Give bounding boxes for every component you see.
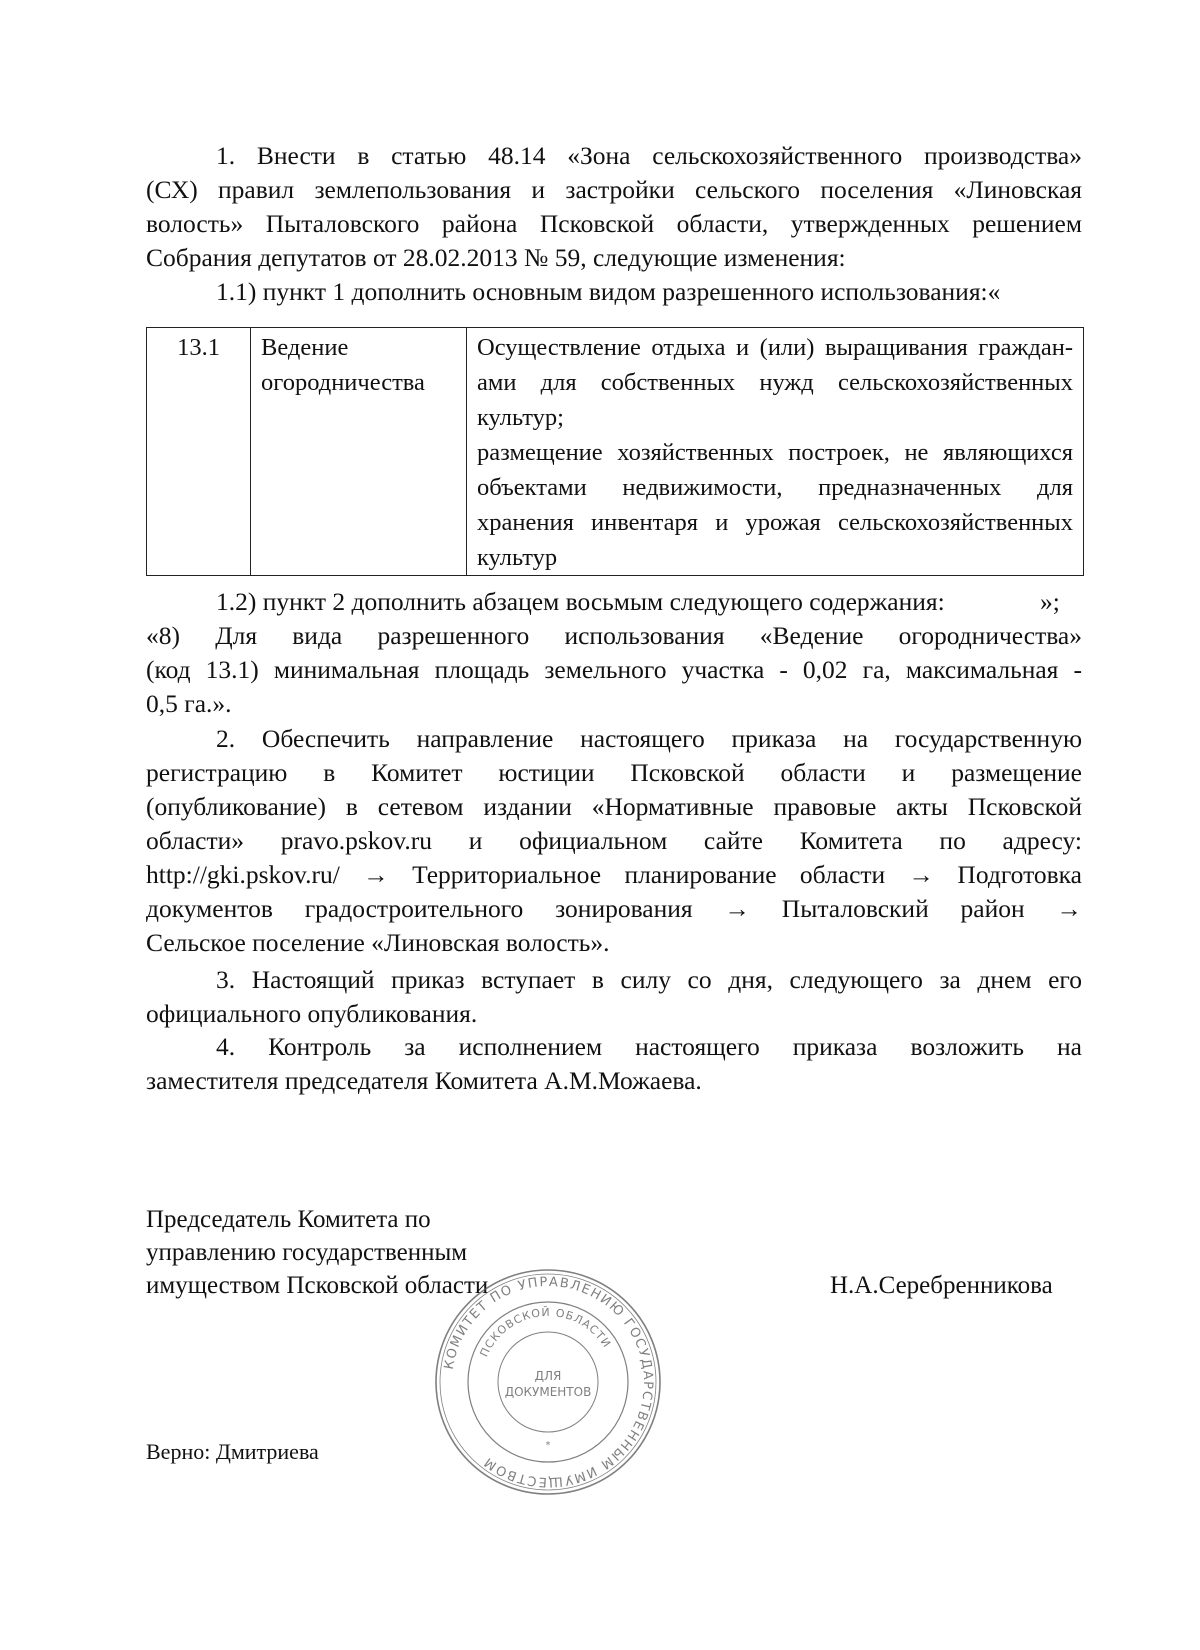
signatory-title-line-3: имуществом Псковской области — [146, 1272, 489, 1299]
item-2-line-7: Сельское поселение «Линовская волость». — [146, 928, 610, 957]
official-seal — [428, 1262, 668, 1502]
description-part-2: размещение хозяйственных построек, не являющихся объектами недвижимости, предназначенных для хранения инвентаря и урожая сельскохозяйственных культур — [477, 439, 1073, 571]
item-2-line-6: документов градостроительного зонирования → Пыталовский район → — [146, 894, 1082, 923]
signatory-title-line-2: управлению государственным — [146, 1239, 468, 1266]
seal-outer-text: КОМИТЕТ ПО УПРАВЛЕНИЮ ГОСУДАРСТВЕННЫМ ИМУЩЕСТВОМ — [441, 1274, 656, 1490]
item-1 — [146, 139, 1082, 309]
signatory-title-line-1: Председатель Комитета по — [146, 1206, 431, 1233]
table-cell-description — [467, 328, 1084, 576]
item-1-line-2: (СХ) правил землепользования и застройки сельского поселения «Линовская — [146, 175, 1082, 204]
seal-center-line-1: ДЛЯ — [534, 1369, 562, 1383]
seal-center-line-2: ДОКУМЕНТОВ — [504, 1385, 592, 1399]
seal-inner-text: ПСКОВСКОЙ ОБЛАСТИ — [477, 1305, 614, 1359]
item-1-1-intro: 1.1) пункт 1 дополнить основным видом разрешенного использования:« — [216, 277, 1001, 306]
item-4 — [146, 1030, 1082, 1098]
item-4-line-2: заместителя председателя Комитета А.М.Можаева. — [146, 1066, 702, 1095]
item-1-line-3: волость» Пыталовского района Псковской области, утвержденных решением — [146, 209, 1082, 238]
item-1-2-line-3: 0,5 га.». — [146, 689, 232, 718]
item-2-line-3: (опубликование) в сетевом издании «Нормативные правовые акты Псковской — [146, 792, 1082, 821]
item-2-line-2: регистрацию в Комитет юстиции Псковской области и размещение — [146, 758, 1082, 787]
item-1-2 — [146, 585, 1082, 721]
item-3 — [146, 963, 1082, 1031]
item-1-2-line-1: «8) Для вида разрешенного использования «Ведение огородничества» — [146, 621, 1082, 650]
item-2 — [146, 722, 1082, 960]
item-2-line-1: 2. Обеспечить направление настоящего приказа на государственную — [216, 724, 1082, 753]
description-part-1: Осуществление отдыха и (или) выращивания гражданами для собственных нужд сельскохозяйственных культур; — [477, 334, 1073, 431]
closing-quote: »; — [1040, 587, 1060, 616]
item-2-line-5: http://gki.pskov.ru/ → Территориальное планирование области → Подготовка — [146, 860, 1082, 889]
seal-star-icon: * — [545, 1440, 551, 1451]
table-row — [147, 328, 1084, 576]
signatory-name: Н.А.Серебренникова — [830, 1272, 1053, 1299]
item-4-line-1: 4. Контроль за исполнением настоящего приказа возложить на — [216, 1032, 1082, 1061]
land-use-table — [146, 327, 1084, 576]
item-1-line-1: 1. Внести в статью 48.14 «Зона сельскохозяйственного производства» — [216, 141, 1082, 170]
item-1-2-intro: 1.2) пункт 2 дополнить абзацем восьмым следующего содержания: — [216, 587, 945, 616]
table-cell-code: 13.1 — [147, 328, 251, 576]
table-cell-name: Ведение огородничества — [251, 328, 467, 576]
item-2-line-4: области» pravo.pskov.ru и официальном сайте Комитета по адресу: — [146, 826, 1082, 855]
item-3-line-1: 3. Настоящий приказ вступает в силу со дня, следующего за днем его — [216, 965, 1082, 994]
item-1-line-4: Собрания депутатов от 28.02.2013 № 59, следующие изменения: — [146, 243, 846, 272]
verified-by: Верно: Дмитриева — [146, 1439, 319, 1464]
item-1-2-line-2: (код 13.1) минимальная площадь земельного участка - 0,02 га, максимальная - — [146, 655, 1082, 684]
item-3-line-2: официального опубликования. — [146, 999, 478, 1028]
